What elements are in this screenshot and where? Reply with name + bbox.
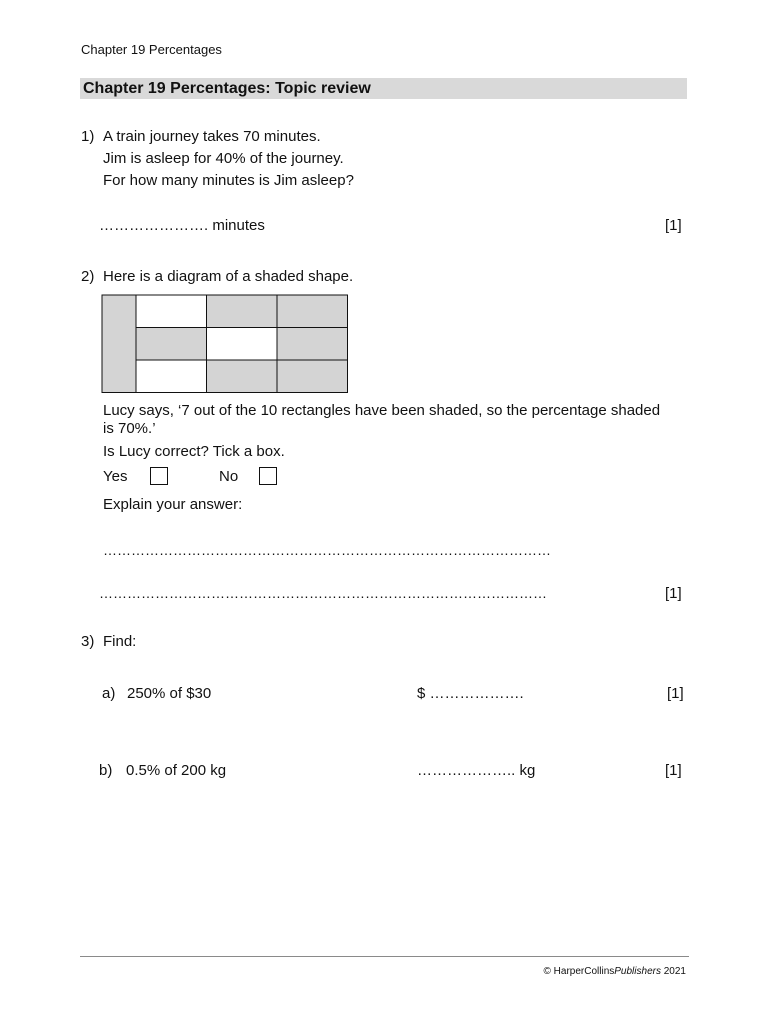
shaded-shape-diagram — [100, 293, 352, 395]
grid-rect-r1-c2 — [207, 295, 278, 328]
q1-line-3: For how many minutes is Jim asleep? — [103, 172, 354, 189]
no-label: No — [219, 468, 239, 485]
footer-rule — [80, 956, 689, 957]
q3-number: 3) — [81, 633, 95, 650]
q2-intro: Here is a diagram of a shaded shape. — [103, 268, 354, 285]
grid-rect-r2-c3 — [277, 328, 348, 361]
q3b-text: 0.5% of 200 kg — [126, 762, 227, 779]
q1-line-1: A train journey takes 70 minutes. — [103, 128, 321, 145]
q3b-label: b) — [99, 762, 113, 779]
grid-rect-r3-c3 — [277, 360, 348, 393]
yes-checkbox[interactable] — [150, 467, 168, 485]
q3b-answer-line[interactable]: ……………….. kg — [417, 762, 536, 779]
q1-answer-line[interactable]: …………………. minutes — [99, 217, 265, 234]
q3b-marks: [1] — [665, 762, 682, 779]
q3-prompt: Find: — [103, 633, 137, 650]
q3a-answer-line[interactable]: $ ………………. — [417, 685, 524, 702]
page-title: Chapter 19 Percentages: Topic review — [83, 80, 371, 97]
copyright-italic: Publishers — [614, 966, 661, 977]
q1-number: 1) — [81, 128, 95, 145]
running-header: Chapter 19 Percentages — [81, 42, 222, 57]
q2-quote-line-2: is 70%.’ — [103, 420, 156, 437]
q3a-label: a) — [102, 685, 116, 702]
explain-answer-line-1[interactable]: …………………………………………………………………………………… — [103, 542, 551, 558]
grid-rect-r2-c1 — [136, 328, 207, 361]
grid-rect-r2-c2 — [207, 328, 278, 361]
q2-question: Is Lucy correct? Tick a box. — [103, 443, 285, 460]
copyright-prefix: © HarperCollins — [543, 966, 615, 977]
q3a-marks: [1] — [667, 685, 684, 702]
q3a-text: 250% of $30 — [127, 685, 212, 702]
q2-quote-line-1: Lucy says, ‘7 out of the 10 rectangles have been shaded, so the percentage shaded — [103, 402, 661, 419]
q1-marks: [1] — [665, 217, 682, 234]
no-checkbox[interactable] — [259, 467, 277, 485]
q2-number: 2) — [81, 268, 95, 285]
grid-rect-r1-c1 — [136, 295, 207, 328]
grid-rect-r3-c2 — [207, 360, 278, 393]
q1-line-2: Jim is asleep for 40% of the journey. — [103, 150, 344, 167]
left-column-rect — [102, 295, 136, 393]
q2-marks: [1] — [665, 585, 682, 602]
copyright-suffix: 2021 — [660, 966, 686, 977]
explain-prompt: Explain your answer: — [103, 496, 243, 513]
yes-label: Yes — [103, 468, 128, 485]
copyright-footer — [544, 966, 686, 977]
explain-answer-line-2[interactable]: …………………………………………………………………………………… — [99, 585, 547, 601]
grid-rect-r3-c1 — [136, 360, 207, 393]
grid-rect-r1-c3 — [277, 295, 348, 328]
